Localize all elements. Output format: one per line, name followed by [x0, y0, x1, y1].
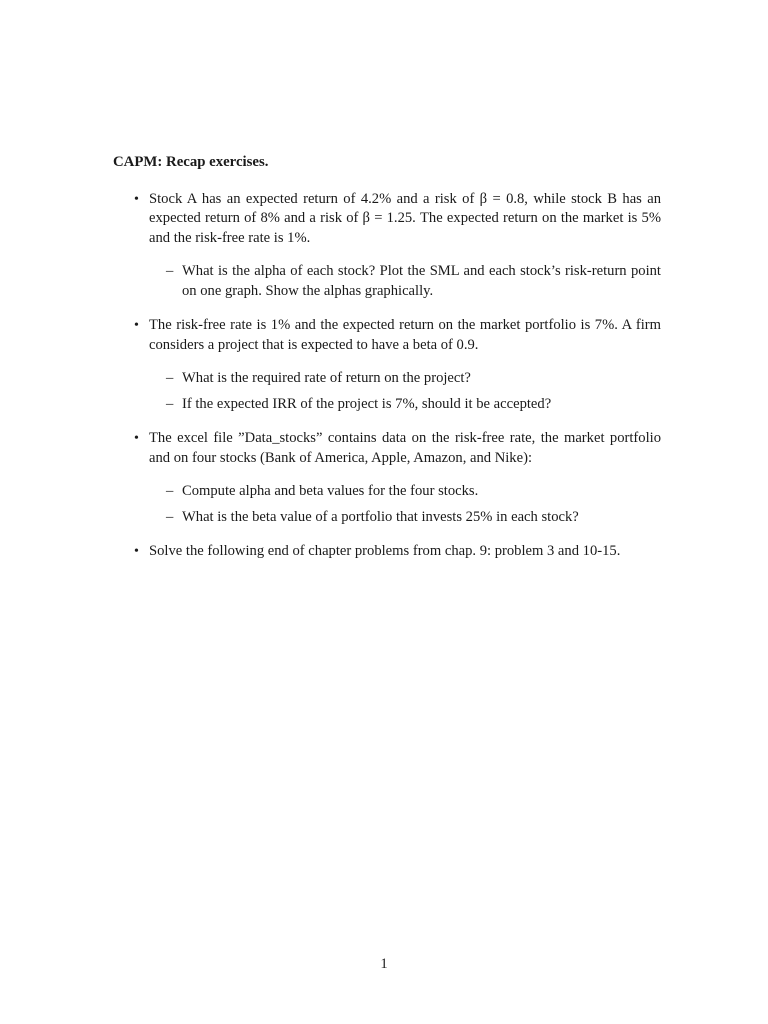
sub-list-item-text: What is the beta value of a portfolio that invests 25% in each stock? — [182, 508, 579, 525]
exercise-heading: CAPM: Recap exercises. — [113, 154, 269, 170]
list-item-text: Stock A has an expected return of 4.2% and a risk of β = 0.8, while stock B has an expected return of 8% and a risk of β = 1.25. The expected return on the market is 5% and the risk-free rate is 1%. — [149, 190, 661, 246]
sub-list-item — [149, 395, 661, 415]
sub-list-item — [149, 482, 661, 502]
sub-list-item — [149, 262, 661, 301]
bullet-icon: • — [134, 191, 139, 207]
list-item — [113, 542, 661, 562]
bullet-icon: • — [134, 431, 139, 446]
list-item-text: Solve the following end of chapter problems from chap. 9: problem 3 and 10-15. — [149, 543, 621, 559]
exercise-list — [113, 190, 661, 562]
sub-list-item — [149, 369, 661, 389]
sub-list-item-text: What is the alpha of each stock? Plot the SML and each stock’s risk-return point on one graph. Show the alphas graphically. — [182, 263, 661, 299]
sub-list-item-text: If the expected IRR of the project is 7%, should it be accepted? — [182, 395, 552, 412]
sub-list-item — [149, 508, 661, 528]
page-number: 1 — [380, 956, 388, 972]
list-item — [113, 429, 661, 527]
list-item — [113, 316, 661, 414]
document-content — [113, 153, 661, 577]
sub-list — [149, 262, 661, 301]
bullet-icon: • — [134, 544, 139, 559]
dash-icon: – — [166, 370, 174, 386]
dash-icon: – — [166, 508, 174, 525]
sub-list-item-text: What is the required rate of return on the project? — [182, 370, 471, 386]
list-item — [113, 190, 661, 302]
list-item-text: The excel file ”Data_stocks” contains data on the risk-free rate, the market portfolio and on four stocks (Bank of America, Apple, Amazon, and Nike): — [149, 430, 661, 466]
list-item-text: The risk-free rate is 1% and the expected return on the market portfolio is 7%. A firm considers a project that is expected to have a beta of 0.9. — [149, 317, 661, 353]
dash-icon: – — [166, 483, 174, 499]
sub-list — [149, 482, 661, 527]
sub-list-item-text: Compute alpha and beta values for the four stocks. — [182, 483, 479, 499]
sub-list — [149, 369, 661, 414]
dash-icon: – — [166, 395, 174, 412]
bullet-icon: • — [134, 318, 139, 333]
dash-icon: – — [166, 263, 174, 279]
